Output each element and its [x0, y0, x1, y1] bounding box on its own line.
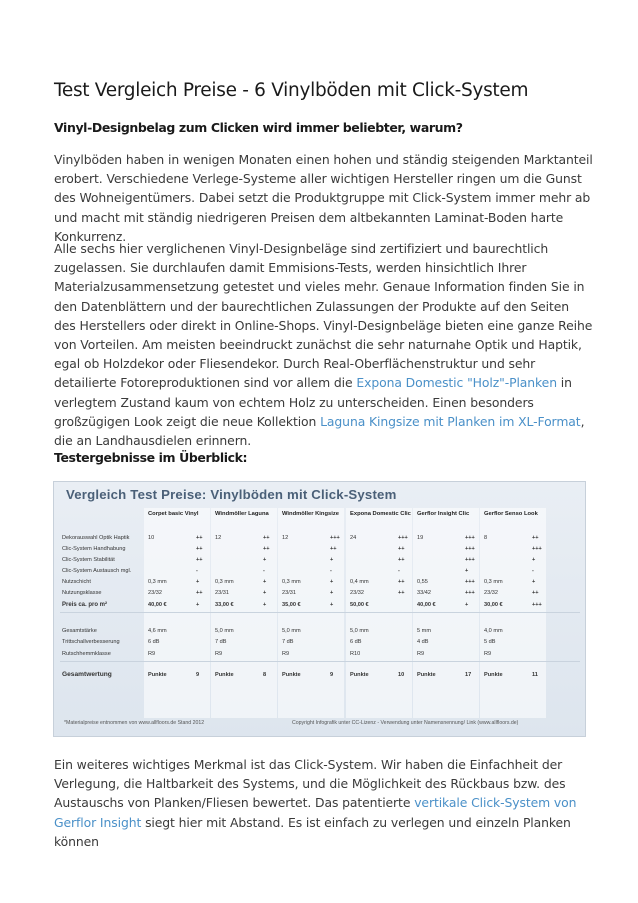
row-label: Dekorauswahl Optik Haptik [62, 535, 130, 541]
section-subtitle: Vinyl-Designbelag zum Clicken wird immer beliebter, warum? [54, 120, 463, 135]
table-cell-rating: +++ [330, 535, 340, 541]
table-cell-rating: + [263, 602, 267, 608]
table-cell-rating: 9 [330, 672, 334, 678]
table-cell-rating: 8 [263, 672, 267, 678]
table-cell-value: 23/32 [148, 590, 162, 596]
table-cell-value: 5,0 mm [350, 628, 369, 634]
table-cell-value: 23/32 [484, 590, 498, 596]
infographic-title: Vergleich Test Preise: Vinylböden mit Click-System [66, 487, 397, 502]
table-cell-value: 23/31 [282, 590, 296, 596]
table-cell-value: Punkte [417, 672, 436, 678]
page-title: Test Vergleich Preise - 6 Vinylböden mit Click-System [54, 80, 529, 101]
results-heading: Testergebnisse im Überblick: [54, 450, 248, 465]
table-divider [60, 612, 580, 613]
row-label: Clic-System Stabilität [62, 557, 115, 563]
table-cell-rating: + [330, 590, 334, 596]
closing-paragraph [54, 755, 594, 851]
table-cell-value: 4,6 mm [148, 628, 167, 634]
table-cell-rating: ++ [398, 546, 405, 552]
table-cell-value: 23/31 [215, 590, 229, 596]
table-cell-rating: + [532, 557, 536, 563]
table-cell-value: Punkte [484, 672, 503, 678]
table-cell-rating: 11 [532, 672, 538, 678]
table-cell-value: Punkte [282, 672, 301, 678]
column-header: Windmöller Laguna [215, 511, 269, 517]
intro-paragraph: Vinylböden haben in wenigen Monaten einen hohen und ständig steigenden Marktanteil erobert. Verschiedene Verlege-Systeme aller wichtigen Hersteller ringen um die Gunst des Wohneigentümers. Dabei setzt die Produktgruppe mit Click-System immer mehr ab und macht mit ständig niedrigeren Preisen dem altbekannten Laminat-Boden harte Konkurrenz. [54, 152, 593, 244]
table-cell-rating: +++ [465, 535, 475, 541]
row-label: Clic-System Handhabung [62, 546, 126, 552]
table-cell-rating: + [263, 579, 267, 585]
table-cell-value: 12 [282, 535, 289, 541]
table-cell-value: 10 [148, 535, 155, 541]
row-label: Gesamtwertung [62, 671, 112, 678]
table-cell-value: 40,00 € [417, 602, 436, 608]
gerflor-insight-link[interactable]: vertikale Click-System von Gerflor Insight [54, 795, 577, 830]
table-cell-rating: ++ [263, 535, 270, 541]
table-cell-value: 0,3 mm [484, 579, 503, 585]
table-cell-value: 6 dB [148, 639, 160, 645]
row-label: Gesamtstärke [62, 628, 97, 634]
table-cell-value: R9 [215, 651, 223, 657]
table-cell-rating: + [330, 557, 334, 563]
table-cell-rating: ++ [532, 590, 539, 596]
table-cell-rating: ++ [196, 546, 203, 552]
table-cell-value: 5,0 mm [282, 628, 301, 634]
table-cell-rating: + [465, 602, 469, 608]
table-cell-value: 12 [215, 535, 222, 541]
table-cell-rating: + [263, 557, 267, 563]
table-cell-rating: 17 [465, 672, 472, 678]
table-cell-rating: + [532, 579, 536, 585]
table-cell-value: R9 [484, 651, 492, 657]
paragraph-text: Ein weiteres wichtiges Merkmal ist das Click-System. Wir haben die Einfachheit der Verlegung, die Haltbarkeit des Systems, und die Möglichkeit des Rückbaus bzw. des Austauschs von Planken/Fliesen bewertet. Das patentierte [54, 757, 566, 811]
table-cell-value: 5 dB [484, 639, 496, 645]
table-cell-value: R10 [350, 651, 361, 657]
table-cell-value: 33/42 [417, 590, 431, 596]
table-cell-rating: + [196, 602, 200, 608]
table-cell-rating: ++ [196, 557, 203, 563]
paragraph-text: Alle sechs hier verglichenen Vinyl-Designbeläge sind zertifiziert und baurechtlich zugelassen. Sie durchlaufen damit Emmisions-Tests, werden hinsichtlich Ihrer Materialzusammensetzung getestet und vieles mehr. Genaue Information finden Sie in den Datenblättern und der baurechtlichen Zulassungen der Produkte auf den Seiten des Herstellers oder direkt in Online-Shops. Vinyl-Designbeläge bieten eine ganze Reihe von Vorteilen. Am meisten beeindruckt zunächst die sehr naturnahe Optik und Haptik, egal ob Holzdekor oder Fliesendekor. Durch Real-Oberflächenstruktur und sehr detailierte Fotoreproduktionen sind vor allem die [54, 241, 593, 391]
comparison-table [60, 508, 580, 718]
table-cell-value: 7 dB [282, 639, 294, 645]
table-cell-rating: ++ [196, 535, 203, 541]
column-header: Gerflor Senso Look [484, 511, 538, 517]
table-cell-value: R9 [148, 651, 156, 657]
table-cell-rating: +++ [465, 590, 475, 596]
table-cell-value: 0,3 mm [215, 579, 234, 585]
table-cell-value: 5,0 mm [215, 628, 234, 634]
table-cell-rating: - [532, 568, 534, 574]
row-label: Clic-System Austausch mgl. [62, 568, 132, 574]
table-cell-rating: +++ [465, 546, 475, 552]
table-cell-value: 23/32 [350, 590, 364, 596]
table-cell-value: 0,3 mm [148, 579, 167, 585]
table-cell-rating: + [465, 568, 469, 574]
table-cell-rating: - [398, 568, 400, 574]
table-cell-value: 30,00 € [484, 602, 503, 608]
column-header: Expona Domestic Clic [350, 511, 411, 517]
table-cell-value: 8 [484, 535, 488, 541]
table-cell-value: 7 dB [215, 639, 227, 645]
table-divider [60, 661, 580, 662]
table-cell-value: 19 [417, 535, 424, 541]
paragraph-text: , die an Landhausdielen erinnern. [54, 413, 585, 449]
table-cell-value: 33,00 € [215, 602, 234, 608]
table-cell-rating: - [196, 568, 198, 574]
table-cell-rating: ++ [330, 546, 337, 552]
table-cell-rating: + [330, 579, 334, 585]
row-label: Preis ca. pro m² [62, 602, 108, 608]
table-cell-value: 50,00 € [350, 602, 369, 608]
column-header: Corpet basic Vinyl [148, 511, 199, 517]
table-cell-rating: ++ [398, 579, 405, 585]
table-cell-rating: + [263, 590, 267, 596]
table-cell-rating: - [263, 568, 265, 574]
table-cell-rating: +++ [532, 546, 542, 552]
row-label: Nutzungsklasse [62, 590, 102, 596]
table-cell-value: 35,00 € [282, 602, 301, 608]
table-cell-value: R9 [282, 651, 290, 657]
row-label: Rutschhemmklasse [62, 651, 111, 657]
table-cell-rating: 9 [196, 672, 200, 678]
table-cell-rating: ++ [398, 590, 405, 596]
table-cell-value: Punkte [215, 672, 234, 678]
table-cell-value: 4 dB [417, 639, 429, 645]
table-cell-rating: ++ [398, 557, 405, 563]
table-cell-value: 6 dB [350, 639, 362, 645]
table-cell-rating: +++ [398, 535, 408, 541]
table-cell-value: 0,3 mm [282, 579, 301, 585]
infographic-copyright: Copyright Infografik unter CC-Lizenz - Verwendung unter Namensnennung/ Link (www.allfloors.de) [292, 720, 519, 726]
column-header: Gerflor Insight Clic [417, 511, 470, 517]
table-cell-rating: + [330, 602, 334, 608]
comparison-infographic [53, 481, 586, 737]
table-cell-value: Punkte [148, 672, 167, 678]
row-label: Nutzschicht [62, 579, 91, 585]
second-paragraph [54, 239, 594, 450]
table-cell-rating: +++ [465, 557, 475, 563]
table-cell-rating: +++ [532, 602, 542, 608]
table-cell-value: 4,0 mm [484, 628, 503, 634]
table-cell-value: 0,4 mm [350, 579, 369, 585]
table-cell-rating: 10 [398, 672, 405, 678]
column-header: Windmöller Kingsize [282, 511, 339, 517]
expona-domestic-link[interactable]: Expona Domestic "Holz"-Planken [356, 375, 557, 391]
paragraph-text: siegt hier mit Abstand. Es ist einfach zu verlegen und einzeln Planken können [54, 814, 571, 849]
table-cell-rating: + [196, 579, 200, 585]
table-cell-rating: +++ [465, 579, 475, 585]
table-cell-rating: - [330, 568, 332, 574]
table-cell-value: R9 [417, 651, 425, 657]
table-cell-rating: ++ [532, 535, 539, 541]
infographic-footnote: *Materialpreise entnommen von www.allfloors.de Stand 2012 [64, 720, 205, 726]
table-cell-value: 24 [350, 535, 357, 541]
table-cell-value: 0,55 [417, 579, 428, 585]
table-cell-value: 40,00 € [148, 602, 167, 608]
table-cell-value: Punkte [350, 672, 369, 678]
row-label: Trittschallverbesserung [62, 639, 120, 645]
laguna-kingsize-link[interactable]: Laguna Kingsize mit Planken im XL-Format [320, 413, 581, 429]
table-cell-value: 5 mm [417, 628, 431, 634]
table-cell-rating: ++ [263, 546, 270, 552]
table-cell-rating: ++ [196, 590, 203, 596]
paragraph-text: in verlegtem Zustand kaum von echtem Holz zu unterscheiden. Einen besonders großzügigen Look zeigt die neue Kollektion [54, 375, 572, 429]
